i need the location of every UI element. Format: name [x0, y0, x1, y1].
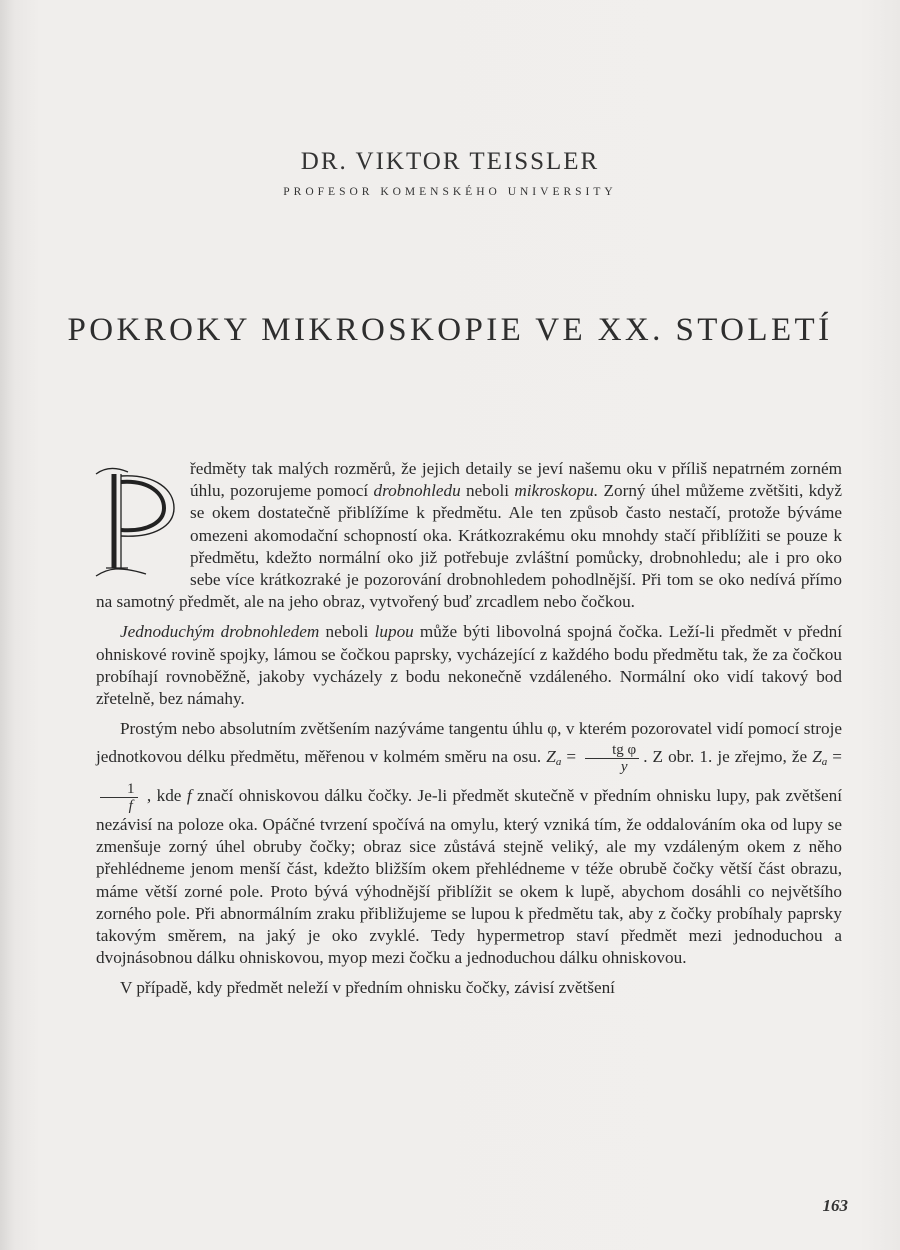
fraction-tg-phi-over-y: $\frac{\text{tg φ}}{y}$ — [585, 742, 639, 775]
paragraph-4: V případě, kdy předmět neleží v předním ohnisku čočky, závisí zvětšení — [120, 978, 615, 998]
equation-1: $Z_a$ = $\frac{\text{tg φ}}{y}$ — [546, 747, 643, 766]
author-name: DR. VIKTOR TEISSLER — [300, 148, 600, 175]
dropcap-p-glyph — [94, 462, 180, 580]
dropcap-letter — [94, 462, 180, 580]
article-body — [96, 458, 842, 1008]
article-title: POKROKY MIKROSKOPIE VE XX. STOLETÍ — [67, 312, 833, 348]
fraction-one-over-f: $\frac{1}{f}$ — [100, 781, 138, 814]
paragraph-3: Prostým nebo absolutním zvětšením nazýváme tangentu úhlu φ, v kterém pozorovatel vidí pomocí stroje jednotkovou délku předmětu, měřenou v kolmém směru na osu. $Z_a$ = $\frac{\text{tg φ}}{y}$ . Z obr. 1. je zřejmo, že $Z_a$ = $\frac{1}{f}$ , kde f značí ohniskovou dálku čočky. Je-li předmět skutečně v předním ohnisku lupy, pak zvětšení nezávisí na poloze oka. Opáčné tvrzení spočívá na omylu, který vzniká tím, že oddalováním oka od lupy se zmenšuje zorný úhel obruby čočky; obraz sice zůstává stejně veliký, ale my vzdáleným okem z něho přehlédneme jenom menší část, kdežto bližším okem přehlédneme v téže obrubě čočky větší část obrazu, máme větší zorné pole. Proto bývá výhodnější přiblížit se okem k lupě, abychom dosáhli co největšího zorného pole. Při abnormálním zraku přibližujeme se lupou k předmětu tak, aby z čočky probíhaly paprsky takovým směrem, na jaký je oko zvyklé. Tedy hypermetrop staví předmět mezi jednoduchou a dvojnásobnou dálku ohniskovou, myop mezi čočku a jednoduchou dálku ohniskovou. — [96, 719, 842, 968]
paragraph-1: ředměty tak malých rozměrů, že jejich detaily se jeví našemu oku v příliš nepatrném zorném úhlu, pozorujeme pomocí drobnohledu neboli mikroskopu. Zorný úhel můžeme zvětšiti, když se okem dostatečně přiblížíme k předmětu. Ale ten způsob často nestačí, protože býváme omezeni akomodační schopností oka. Krátkozrakému oku mnohdy stačí přiblížiti se pouze k předmětu, kdežto normální oko již potřebuje zvláštní pomůcky, drobnohledu; ale i pro oko sebe více krátkozraké je pozorování drobnohledem pohodlnější. Při tom se oko nedívá přímo na samotný předmět, ale na jeho obraz, vytvořený buď zrcadlem nebo čočkou. — [96, 459, 842, 612]
author-affiliation: PROFESOR KOMENSKÉHO UNIVERSITY — [283, 186, 617, 198]
page-number: 163 — [822, 1196, 848, 1215]
paragraph-2: Jednoduchým drobnohledem neboli lupou může býti libovolná spojná čočka. Leží-li předmět v přední ohniskové rovině spojky, lámou se čočkou paprsky, vycházející z každého bodu předmětu tak, že za čočkou probíhají rovnoběžně, jakoby vycházely z bodu nekonečně vzdáleného. Normální oko vidí takový bod zřetelně, bez námahy. — [96, 622, 842, 709]
equation-2: $Z_a$ = $\frac{1}{f}$ — [96, 747, 842, 805]
